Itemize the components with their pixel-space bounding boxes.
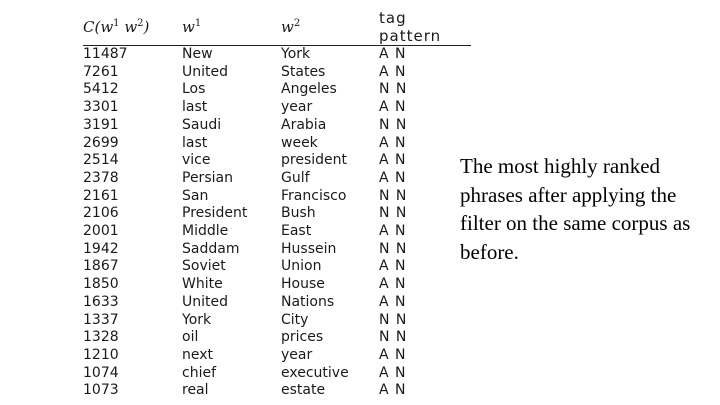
cell-w1: White [182,276,223,293]
header-count: $C(w^1$ $w^2$) [83,18,150,36]
cell-count: 11487 [83,46,128,62]
cell-w2: Francisco [281,187,347,204]
cell-tag: A N [379,364,407,381]
cell-w1: vice [182,152,211,169]
cell-w2: year [281,346,313,363]
cell-w1: New [182,46,213,62]
cell-w2: States [281,63,326,80]
table-row [83,223,471,241]
table-row [83,170,471,188]
cell-w2: Angeles [281,81,337,98]
cell-tag: N N [379,329,408,346]
cell-w2: president [281,152,347,169]
cell-w1: United [182,293,228,310]
cell-w1: Persian [182,169,233,186]
cell-count: 1210 [83,346,119,363]
cell-tag: A N [379,152,407,169]
cell-tag: A N [379,63,407,80]
cell-w1: Saddam [182,240,240,257]
cell-w2: Union [281,258,322,275]
header-w1: $w^1$ [182,18,202,36]
cell-w2: Arabia [281,116,327,133]
table-row [83,64,471,82]
header-tag-pattern: tag pattern [379,9,442,45]
collocation-table [83,9,471,400]
table-row [83,81,471,99]
cell-count: 2106 [83,205,119,222]
table-header-row [83,9,471,46]
cell-count: 1942 [83,240,119,257]
cell-w2: prices [281,329,324,346]
cell-tag: N N [379,240,408,257]
cell-w1: oil [182,329,199,346]
cell-count: 3301 [83,99,119,116]
cell-count: 1337 [83,311,119,328]
cell-count: 1850 [83,276,119,293]
cell-count: 5412 [83,81,119,98]
cell-tag: A N [379,258,407,275]
table-row [83,365,471,383]
cell-tag: N N [379,205,408,222]
cell-w2: Hussein [281,240,337,257]
cell-tag: A N [379,223,407,240]
table-row [83,135,471,153]
cell-tag: A N [379,169,407,186]
cell-count: 2001 [83,223,119,240]
cell-count: 7261 [83,63,119,80]
cell-w1: Middle [182,223,229,240]
cell-w1: last [182,99,208,116]
cell-w1: San [182,187,209,204]
table-row [83,46,471,64]
cell-count: 2699 [83,134,119,151]
cell-w1: Saudi [182,116,222,133]
header-w2: $w^2$ [281,18,301,36]
cell-w2: East [281,223,312,240]
cell-w2: Gulf [281,169,310,186]
cell-tag: A N [379,134,407,151]
cell-count: 1074 [83,364,119,381]
cell-count: 1867 [83,258,119,275]
table-row [83,241,471,259]
table-row [83,117,471,135]
table-row [83,294,471,312]
table-row [83,312,471,330]
cell-count: 2514 [83,152,119,169]
cell-count: 2161 [83,187,119,204]
cell-count: 1073 [83,382,119,399]
cell-tag: N N [379,116,408,133]
table-row [83,188,471,206]
table-row [83,99,471,117]
cell-w1: Los [182,81,206,98]
cell-w2: Bush [281,205,316,222]
cell-w1: last [182,134,208,151]
cell-tag: A N [379,382,407,399]
cell-w1: Soviet [182,258,226,275]
table-row [83,258,471,276]
cell-count: 3191 [83,116,119,133]
cell-count: 1328 [83,329,119,346]
cell-tag: N N [379,81,408,98]
cell-tag: A N [379,293,407,310]
cell-w1: York [182,311,212,328]
cell-tag: A N [379,346,407,363]
cell-w2: executive [281,364,349,381]
slide-caption: The most highly ranked phrases after applying the filter on the same corpus as before. [460,154,691,264]
cell-w1: real [182,382,209,399]
cell-w1: United [182,63,228,80]
cell-w1: next [182,346,214,363]
cell-tag: N N [379,187,408,204]
cell-w2: estate [281,382,326,399]
cell-w1: chief [182,364,217,381]
table-row [83,329,471,347]
cell-w2: week [281,134,318,151]
cell-tag: A N [379,99,407,116]
table-row [83,205,471,223]
table-row [83,152,471,170]
cell-count: 2378 [83,169,119,186]
cell-tag: A N [379,276,407,293]
cell-w1: President [182,205,248,222]
cell-w2: York [281,46,311,62]
cell-w2: year [281,99,313,116]
table-row [83,276,471,294]
cell-w2: City [281,311,309,328]
table-row [83,382,471,400]
cell-tag: N N [379,311,408,328]
table-row [83,347,471,365]
cell-w2: House [281,276,325,293]
cell-count: 1633 [83,293,119,310]
cell-w2: Nations [281,293,335,310]
cell-tag: A N [379,46,407,62]
